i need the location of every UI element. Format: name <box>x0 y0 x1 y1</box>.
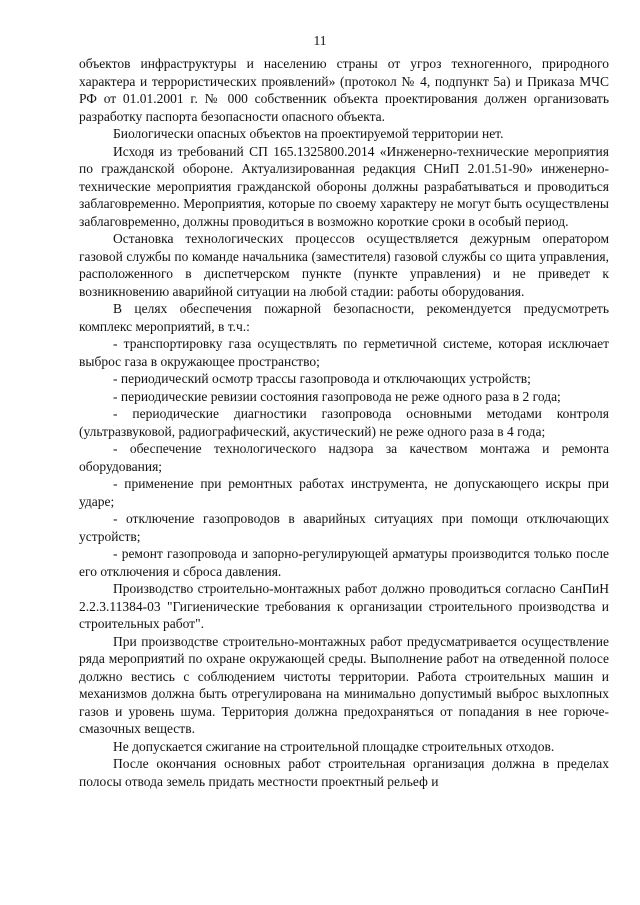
page-number: 11 <box>313 33 327 48</box>
list-item: - транспортировку газа осуществлять по герметичной системе, которая исключает выброс газа в окружающее пространство; <box>79 336 609 369</box>
list-item: - отключение газопроводов в аварийных ситуациях при помощи отключающих устройств; <box>79 511 609 544</box>
list-item: - периодический осмотр трассы газопровода и отключающих устройств; <box>113 371 531 386</box>
paragraph-civil-defense: Исходя из требований СП 165.1325800.2014 «Инженерно-технические мероприятия по гражданской обороне. Актуализированная редакция СНиП 2.01.51-90» инженерно-технические мероприятия гражданской обороны должны разрабатываться и проводиться заблаговременно. Мероприятия, которые по своему характеру не могут быть осуществлены заблаговременно, должны проводиться в возможно короткие сроки в особый период. <box>79 143 609 229</box>
list-item: - ремонт газопровода и запорно-регулирующей арматуры производится только после его отключения и сброса давления. <box>79 546 609 579</box>
paragraph-fire-safety-intro: В целях обеспечения пожарной безопасности, рекомендуется предусмотреть комплекс мероприятий, в т.ч.: <box>79 301 609 334</box>
list-item: - периодические диагностики газопровода основными методами контроля (ультразвуковой, радиографический, акустический) не реже одного раза в 4 года; <box>79 406 609 439</box>
paragraph-biological-objects: Биологически опасных объектов на проектируемой территории нет. <box>113 126 504 141</box>
paragraph-environment: При производстве строительно-монтажных работ предусматривается осуществление ряда мероприятий по охране окружающей среды. Выполнение работ на отведенной полосе должно вестись с соблюдением чистоты территории. Работа строительных машин и механизмов должна быть отрегулирована на минимально допустимый выброс выхлопных газов и уровень шума. Территория должна предохраняться от попадания в нее горюче-смазочных веществ. <box>79 633 609 736</box>
paragraph-continuation: объектов инфраструктуры и населению страны от угроз техногенного, природного характера и террористических проявлений» (протокол № 4, подпункт 5а) и Приказа МЧС РФ от 01.01.2001 г. № 000 собственник объекта проектирования должен организовать разработку паспорта безопасности опасного объекта. <box>79 56 609 124</box>
paragraph-process-shutdown: Остановка технологических процессов осуществляется дежурным оператором газовой службы по команде начальника (заместителя) газовой службы со щита управления, расположенного в диспетчерском пункте (пункте управления) и не приведет к возникновению аварийной ситуации на любой стадии: работы оборудования. <box>79 231 609 299</box>
paragraph-no-burning: Не допускается сжигание на строительной площадке строительных отходов. <box>113 738 555 754</box>
paragraph-sanpin: Производство строительно-монтажных работ должно проводиться согласно СанПиН 2.2.3.11384-03 "Гигиенические требования к организации строительного производства и строительных работ". <box>79 581 609 631</box>
list-item: - периодические ревизии состояния газопровода не реже одного раза в 2 года; <box>113 388 561 404</box>
document-body <box>79 55 609 790</box>
list-item: - применение при ремонтных работах инструмента, не допускающего искры при ударе; <box>79 476 609 509</box>
list-item: - обеспечение технологического надзора за качеством монтажа и ремонта оборудования; <box>79 441 609 474</box>
paragraph-restoration: После окончания основных работ строительная организация должна в пределах полосы отвода земель придать местности проектный рельеф и <box>79 756 609 789</box>
